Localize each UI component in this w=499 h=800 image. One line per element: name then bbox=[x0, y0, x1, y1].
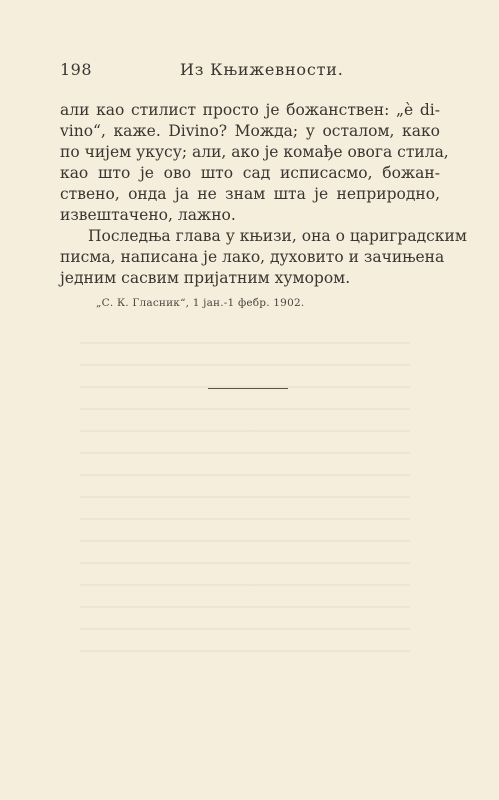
text-line: извештачено, лажно. bbox=[60, 206, 236, 224]
text-line: по чијем укусу; али, ако је комађе овога стила, bbox=[60, 143, 449, 161]
text-line: као што је ово што сад исписасмо, божан- bbox=[60, 164, 440, 182]
citation: „С. К. Гласник“, 1 јан.-1 фебр. 1902. bbox=[96, 297, 305, 309]
page-number: 198 bbox=[60, 60, 93, 79]
text-body bbox=[60, 100, 467, 289]
text-line: али као стилист просто је божанствен: „è di- bbox=[60, 101, 440, 119]
page-header bbox=[60, 60, 440, 84]
text-line: Последња глава у књизи, она о цариградским bbox=[88, 227, 467, 245]
text-line: ствено, онда ја не знам шта је неприродно, bbox=[60, 185, 440, 203]
bleed-through-text bbox=[80, 330, 410, 660]
text-line: једним сасвим пријатним хумором. bbox=[60, 269, 351, 287]
text-line: vino“, каже. Divino? Можда; у осталом, како bbox=[60, 122, 440, 140]
running-title: Из Књижевности. bbox=[180, 60, 344, 79]
text-line: писма, написана је лако, духовито и зачињена bbox=[60, 248, 445, 266]
section-divider bbox=[208, 388, 288, 389]
